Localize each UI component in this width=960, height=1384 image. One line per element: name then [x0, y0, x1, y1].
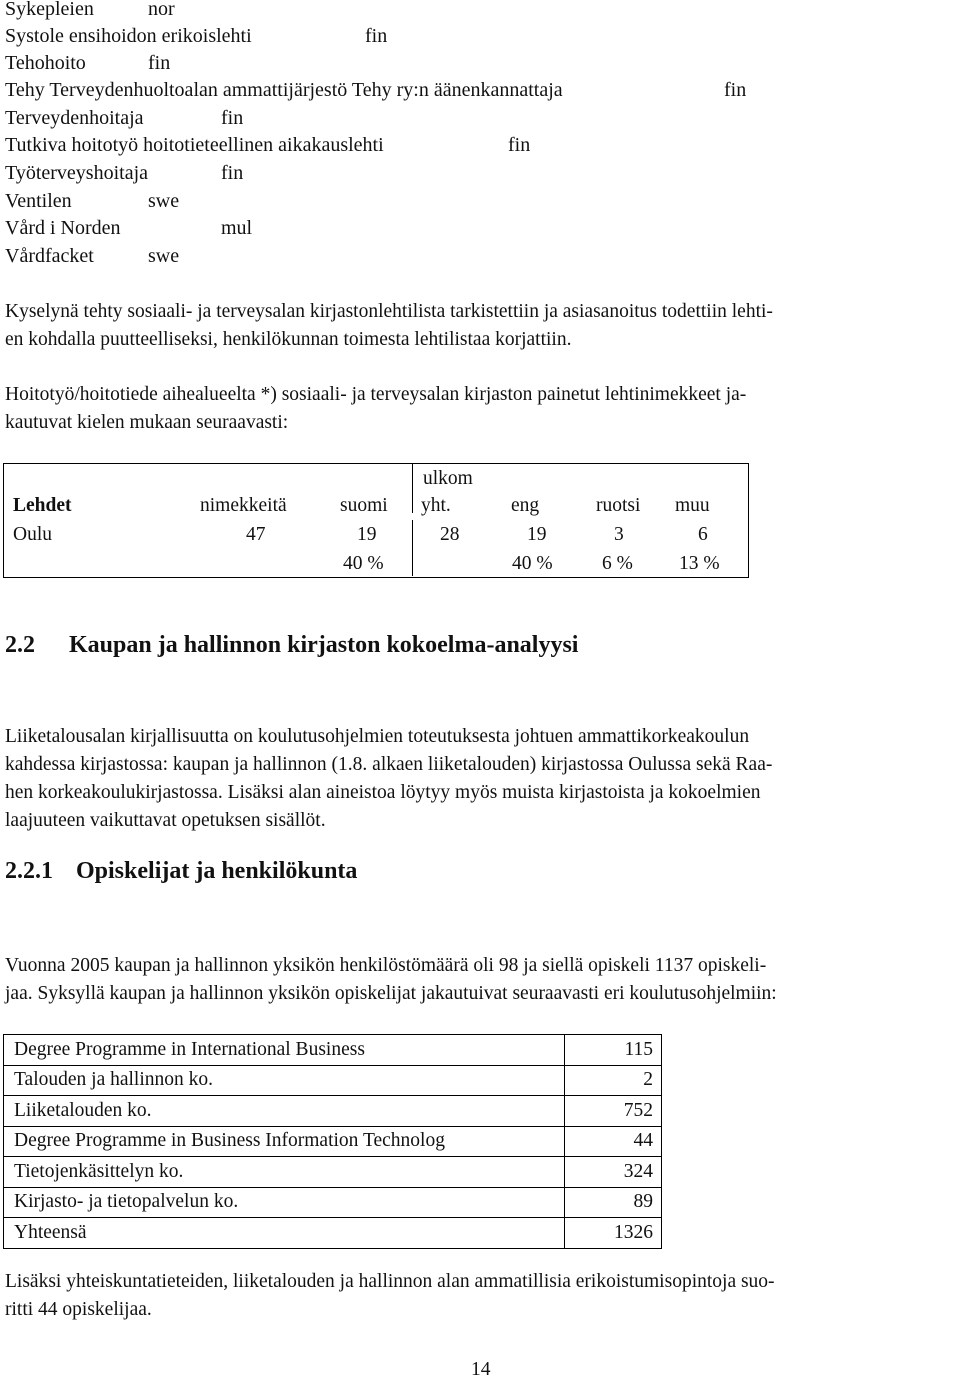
programme-count: 752	[565, 1096, 662, 1127]
cell-ruotsi-percent: 6 %	[602, 553, 633, 574]
journal-name: Terveydenhoitaja	[5, 107, 144, 129]
paragraph-line: kahdessa kirjastossa: kaupan ja hallinnon (1.8. alkaen liiketalouden) kirjastossa Oulussa sekä Raa-	[5, 754, 773, 775]
cell-lehdet: Oulu	[13, 524, 52, 545]
journal-name: Ventilen	[5, 190, 72, 212]
journal-name: Tutkiva hoitotyö hoitotieteellinen aikakauslehti	[5, 134, 384, 156]
cell-muu: 6	[698, 524, 708, 545]
cell-muu-percent: 13 %	[679, 553, 720, 574]
cell-ruotsi: 3	[614, 524, 624, 545]
paragraph-line: Hoitotyö/hoitotiede aihealueelta *) sosiaali- ja terveysalan kirjaston painetut lehtinimekkeet ja-	[5, 384, 747, 405]
table-row	[4, 1157, 662, 1188]
paragraph-line: ritti 44 opiskelijaa.	[5, 1299, 152, 1320]
journal-language: mul	[221, 217, 253, 239]
column-header-nimekkeita: nimekkeitä	[200, 495, 287, 516]
cell-nimekkeita: 47	[246, 524, 266, 545]
paragraph-line: jaa. Syksyllä kaupan ja hallinnon yksikön opiskelijat jakautuivat seuraavasti eri koulutusohjelmiin:	[5, 983, 777, 1004]
paragraph-line: Kyselynä tehty sosiaali- ja terveysalan kirjastonlehtilista tarkistettiin ja asiasanoitus todettiin lehti-	[5, 301, 773, 322]
cell-suomi: 19	[357, 524, 377, 545]
cell-ulkom: 28	[440, 524, 460, 545]
journal-name: Tehy Terveydenhuoltoalan ammattijärjestö Tehy ry:n äänenkannattaja	[5, 79, 563, 101]
programme-name: Degree Programme in Business Information Technolog	[4, 1126, 565, 1157]
journal-name: Työterveyshoitaja	[5, 162, 148, 184]
journal-name: Tehohoito	[5, 52, 86, 74]
programme-count: 324	[565, 1157, 662, 1188]
programme-table-body	[4, 1035, 662, 1249]
paragraph-line: en kohdalla puutteelliseksi, henkilökunnan toimesta lehtilistaa korjattiin.	[5, 329, 572, 350]
programme-name: Talouden ja hallinnon ko.	[4, 1065, 565, 1096]
table-total-row	[4, 1218, 662, 1249]
programme-count: 89	[565, 1187, 662, 1218]
page-number: 14	[471, 1359, 491, 1380]
cell-suomi-percent: 40 %	[343, 553, 384, 574]
column-header-eng: eng	[511, 495, 540, 516]
table-divider	[412, 520, 413, 576]
column-header-ruotsi: ruotsi	[596, 495, 641, 516]
journal-name: Vårdfacket	[5, 245, 94, 267]
column-header-suomi: suomi	[340, 495, 388, 516]
paragraph-line: Vuonna 2005 kaupan ja hallinnon yksikön henkilöstömäärä oli 98 ja siellä opiskeli 1137 opiskeli-	[5, 955, 767, 976]
paragraph-line: kautuvat kielen mukaan seuraavasti:	[5, 412, 289, 433]
journal-language: fin	[221, 107, 244, 129]
programme-name: Degree Programme in International Business	[4, 1035, 565, 1066]
table-row	[4, 1096, 662, 1127]
table-row	[4, 1065, 662, 1096]
paragraph-line: laajuuteen vaikuttavat opetuksen sisällöt.	[5, 810, 326, 831]
table-row	[4, 1035, 662, 1066]
column-header-lehdet: Lehdet	[13, 495, 72, 516]
paragraph-line: Liiketalousalan kirjallisuutta on koulutusohjelmien toteutuksesta johtuen ammattikorkeakoulun	[5, 726, 750, 747]
column-header-muu: muu	[675, 495, 710, 516]
journal-language: fin	[508, 134, 531, 156]
programme-name: Yhteensä	[4, 1218, 565, 1249]
programme-table	[3, 1034, 662, 1249]
cell-eng-percent: 40 %	[512, 553, 553, 574]
section-number: 2.2.1	[5, 858, 53, 884]
journal-name: Systole ensihoidon erikoislehti	[5, 25, 252, 47]
table-row	[4, 1126, 662, 1157]
paragraph-line: Lisäksi yhteiskuntatieteiden, liiketalouden ja hallinnon alan ammatillisia erikoistumisopintoja suo-	[5, 1271, 775, 1292]
section-number: 2.2	[5, 632, 35, 658]
programme-count: 2	[565, 1065, 662, 1096]
section-title: Opiskelijat ja henkilökunta	[76, 858, 358, 884]
journal-language: swe	[148, 245, 180, 267]
table-row	[4, 1187, 662, 1218]
table-divider	[412, 463, 413, 513]
paragraph-line: hen korkeakoulukirjastossa. Lisäksi alan aineistoa löytyy myös muista kirjastoista ja kokoelmien	[5, 782, 761, 803]
journal-name: Vård i Norden	[5, 217, 121, 239]
column-header-ulkom-yht: yht.	[421, 495, 451, 516]
section-title: Kaupan ja hallinnon kirjaston kokoelma-analyysi	[69, 632, 579, 658]
cell-eng: 19	[527, 524, 547, 545]
journal-language: swe	[148, 190, 180, 212]
programme-name: Tietojenkäsittelyn ko.	[4, 1157, 565, 1188]
programme-name: Liiketalouden ko.	[4, 1096, 565, 1127]
journal-language: fin	[724, 79, 747, 101]
journal-language: fin	[148, 52, 171, 74]
journal-language: nor	[148, 0, 175, 20]
journal-name: Sykepleien	[5, 0, 94, 20]
programme-count: 115	[565, 1035, 662, 1066]
programme-count: 44	[565, 1126, 662, 1157]
programme-count: 1326	[565, 1218, 662, 1249]
column-header-ulkom: ulkom	[423, 468, 473, 489]
journal-language: fin	[365, 25, 388, 47]
journal-language: fin	[221, 162, 244, 184]
programme-name: Kirjasto- ja tietopalvelun ko.	[4, 1187, 565, 1218]
